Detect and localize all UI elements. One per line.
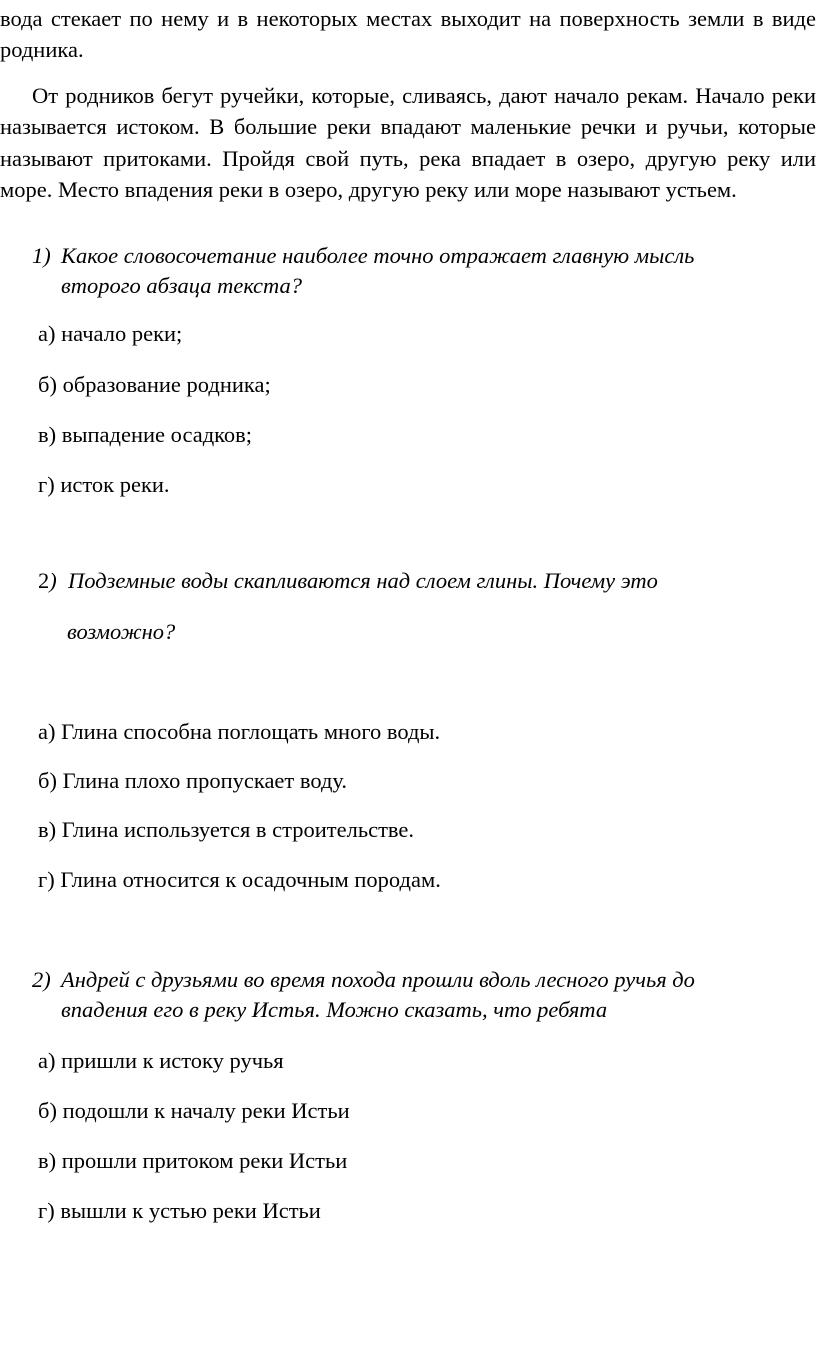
question-3-option-a: а) пришли к истоку ручья — [38, 1048, 284, 1073]
question-2-option-b: б) Глина плохо пропускает воду. — [38, 768, 348, 793]
question-1-text-line-1: Какое словосочетание наиболее точно отражает главную мысль — [61, 243, 695, 268]
question-2-text-line-2: возможно? — [67, 619, 176, 644]
question-1-option-b: б) образование родника; — [38, 372, 271, 397]
question-2-option-c: в) Глина используется в строительстве. — [38, 817, 415, 842]
paragraph-2: От родников бегут ручейки, которые, сливаясь, дают начало рекам. Начало реки называется истоком. В большие реки впадают маленькие речки и ручьи, которые называют притоками. Пройдя свой путь, река впадает в озеро, другую реку или море. Место впадения реки в озеро, другую реку или море называют устьем. — [0, 83, 816, 202]
question-1-option-d: г) исток реки. — [38, 472, 170, 497]
question-1-option-c: в) выпадение осадков; — [38, 422, 253, 447]
question-1-text-line-2: второго абзаца текста? — [61, 273, 303, 298]
question-3-option-b: б) подошли к началу реки Истьи — [38, 1098, 350, 1123]
question-2-option-d: г) Глина относится к осадочным породам. — [38, 867, 441, 892]
question-3-option-c: в) прошли притоком реки Истьи — [38, 1148, 348, 1173]
paragraph-1: вода стекает по нему и в некоторых местах выходит на поверхность земли в виде родника. — [0, 6, 816, 63]
question-1-option-a: а) начало реки; — [38, 321, 183, 346]
question-2-number-digit: 2 — [38, 568, 50, 593]
question-2-number-paren: ) — [49, 568, 57, 593]
question-1-line-1 — [32, 241, 694, 271]
question-3-number: 2) — [32, 967, 51, 992]
question-3-line-1 — [32, 965, 695, 995]
question-3-option-d: г) вышли к устью реки Истьи — [38, 1198, 321, 1223]
question-3-text-line-2: впадения его в реку Истья. Можно сказать, что ребята — [61, 997, 608, 1022]
question-2-text-line-1: Подземные воды скапливаются над слоем глины. Почему это — [68, 568, 658, 593]
question-2-line-1 — [38, 566, 658, 596]
question-3-text-line-1: Андрей с друзьями во время похода прошли вдоль лесного ручья до — [61, 967, 695, 992]
question-2-option-a: а) Глина способна поглощать много воды. — [38, 719, 441, 744]
question-1-number: 1) — [32, 243, 51, 268]
